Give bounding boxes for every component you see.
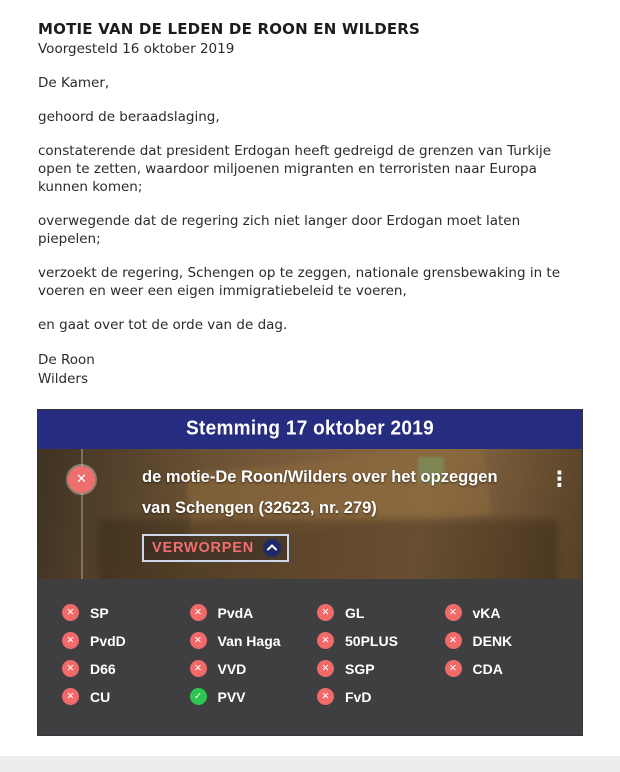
vote-column bbox=[62, 599, 190, 711]
motion-line-2: van Schengen (32623, nr. 279) bbox=[142, 498, 377, 517]
vote-row bbox=[445, 655, 573, 683]
signatory-name: De Roon bbox=[38, 351, 95, 368]
result-badge[interactable] bbox=[142, 534, 289, 562]
motion-paragraph: gehoord de beraadslaging, bbox=[38, 108, 220, 125]
party-label: FvD bbox=[345, 688, 372, 705]
vote-grid bbox=[38, 579, 582, 735]
party-label: SP bbox=[90, 604, 109, 621]
party-label: PvdD bbox=[90, 632, 126, 649]
vote-row bbox=[190, 655, 318, 683]
vote-against-icon: ✕ bbox=[62, 604, 79, 621]
collapse-arrow-icon[interactable] bbox=[263, 539, 281, 557]
vote-row bbox=[445, 599, 573, 627]
vote-against-icon: ✕ bbox=[445, 604, 462, 621]
vote-row bbox=[317, 627, 445, 655]
vote-row bbox=[190, 599, 318, 627]
vote-against-icon: ✕ bbox=[317, 632, 334, 649]
motion-paragraph: overwegende dat de regering zich niet langer door Erdogan moet laten piepelen; bbox=[38, 212, 521, 247]
party-label: D66 bbox=[90, 660, 116, 677]
party-label: CU bbox=[90, 688, 111, 705]
party-label: Van Haga bbox=[217, 632, 281, 649]
result-label: VERWORPEN bbox=[152, 539, 255, 556]
party-label: SGP bbox=[345, 660, 375, 677]
rejected-x-icon: ✕ bbox=[68, 466, 95, 493]
party-label: vKA bbox=[472, 604, 501, 621]
vote-header-title: Stemming 17 oktober 2019 bbox=[186, 417, 434, 440]
party-label: CDA bbox=[472, 660, 503, 677]
vote-against-icon: ✕ bbox=[317, 688, 334, 705]
vote-row bbox=[317, 683, 445, 711]
vote-against-icon: ✕ bbox=[190, 660, 207, 677]
vote-column bbox=[445, 599, 573, 711]
vote-against-icon: ✕ bbox=[62, 688, 79, 705]
motion-paragraph: De Kamer, bbox=[38, 75, 110, 91]
chevron-up-icon bbox=[267, 544, 277, 551]
vote-against-icon: ✕ bbox=[190, 604, 207, 621]
party-label: 50PLUS bbox=[345, 632, 398, 649]
motion-line-1: de motie-De Roon/Wilders over het opzeggen bbox=[142, 467, 498, 486]
vote-row bbox=[62, 599, 190, 627]
vote-against-icon: ✕ bbox=[445, 632, 462, 649]
party-label: VVD bbox=[217, 660, 247, 677]
vote-against-icon: ✕ bbox=[445, 660, 462, 677]
vote-card-header bbox=[38, 410, 582, 449]
motion-info bbox=[142, 462, 542, 562]
motion-paragraph: constaterende dat president Erdogan heeft gedreigd de grenzen van Turkije open te zetten, waardoor miljoenen migranten en terroristen naar Europa kunnen komen; bbox=[38, 142, 552, 195]
party-label: GL bbox=[345, 604, 365, 621]
vote-row bbox=[62, 683, 190, 711]
vote-against-icon: ✕ bbox=[62, 632, 79, 649]
vote-row bbox=[317, 655, 445, 683]
motion-subtitle: Voorgesteld 16 oktober 2019 bbox=[38, 41, 235, 57]
vote-for-icon: ✓ bbox=[190, 688, 207, 705]
party-label: PVV bbox=[217, 688, 246, 705]
signatory-name: Wilders bbox=[38, 371, 89, 388]
vote-card bbox=[38, 410, 582, 735]
motion-paragraph: en gaat over tot de orde van de dag. bbox=[38, 316, 288, 333]
vote-row bbox=[190, 683, 318, 711]
vote-against-icon: ✕ bbox=[62, 660, 79, 677]
motion-body bbox=[38, 75, 582, 335]
motion-signatories bbox=[38, 351, 582, 390]
vote-row bbox=[190, 627, 318, 655]
vote-row bbox=[317, 599, 445, 627]
footer-strip bbox=[0, 756, 620, 772]
vote-against-icon: ✕ bbox=[317, 660, 334, 677]
party-label: PvdA bbox=[217, 604, 254, 621]
motion-paragraph: verzoekt de regering, Schengen op te zeggen, nationale grensbewaking in te voeren en weer een eigen immigratiebeleid te voeren, bbox=[38, 264, 561, 299]
vote-against-icon: ✕ bbox=[317, 604, 334, 621]
vote-column bbox=[190, 599, 318, 711]
party-label: DENK bbox=[472, 632, 513, 649]
vote-column bbox=[317, 599, 445, 711]
vote-photo-section bbox=[38, 449, 582, 579]
vote-row bbox=[62, 655, 190, 683]
vote-row bbox=[445, 627, 573, 655]
motion-title: MOTIE VAN DE LEDEN DE ROON EN WILDERS bbox=[38, 20, 421, 38]
vote-row bbox=[62, 627, 190, 655]
vote-against-icon: ✕ bbox=[190, 632, 207, 649]
kebab-menu-icon[interactable]: ⋮ bbox=[549, 466, 570, 491]
result-row bbox=[142, 534, 542, 562]
